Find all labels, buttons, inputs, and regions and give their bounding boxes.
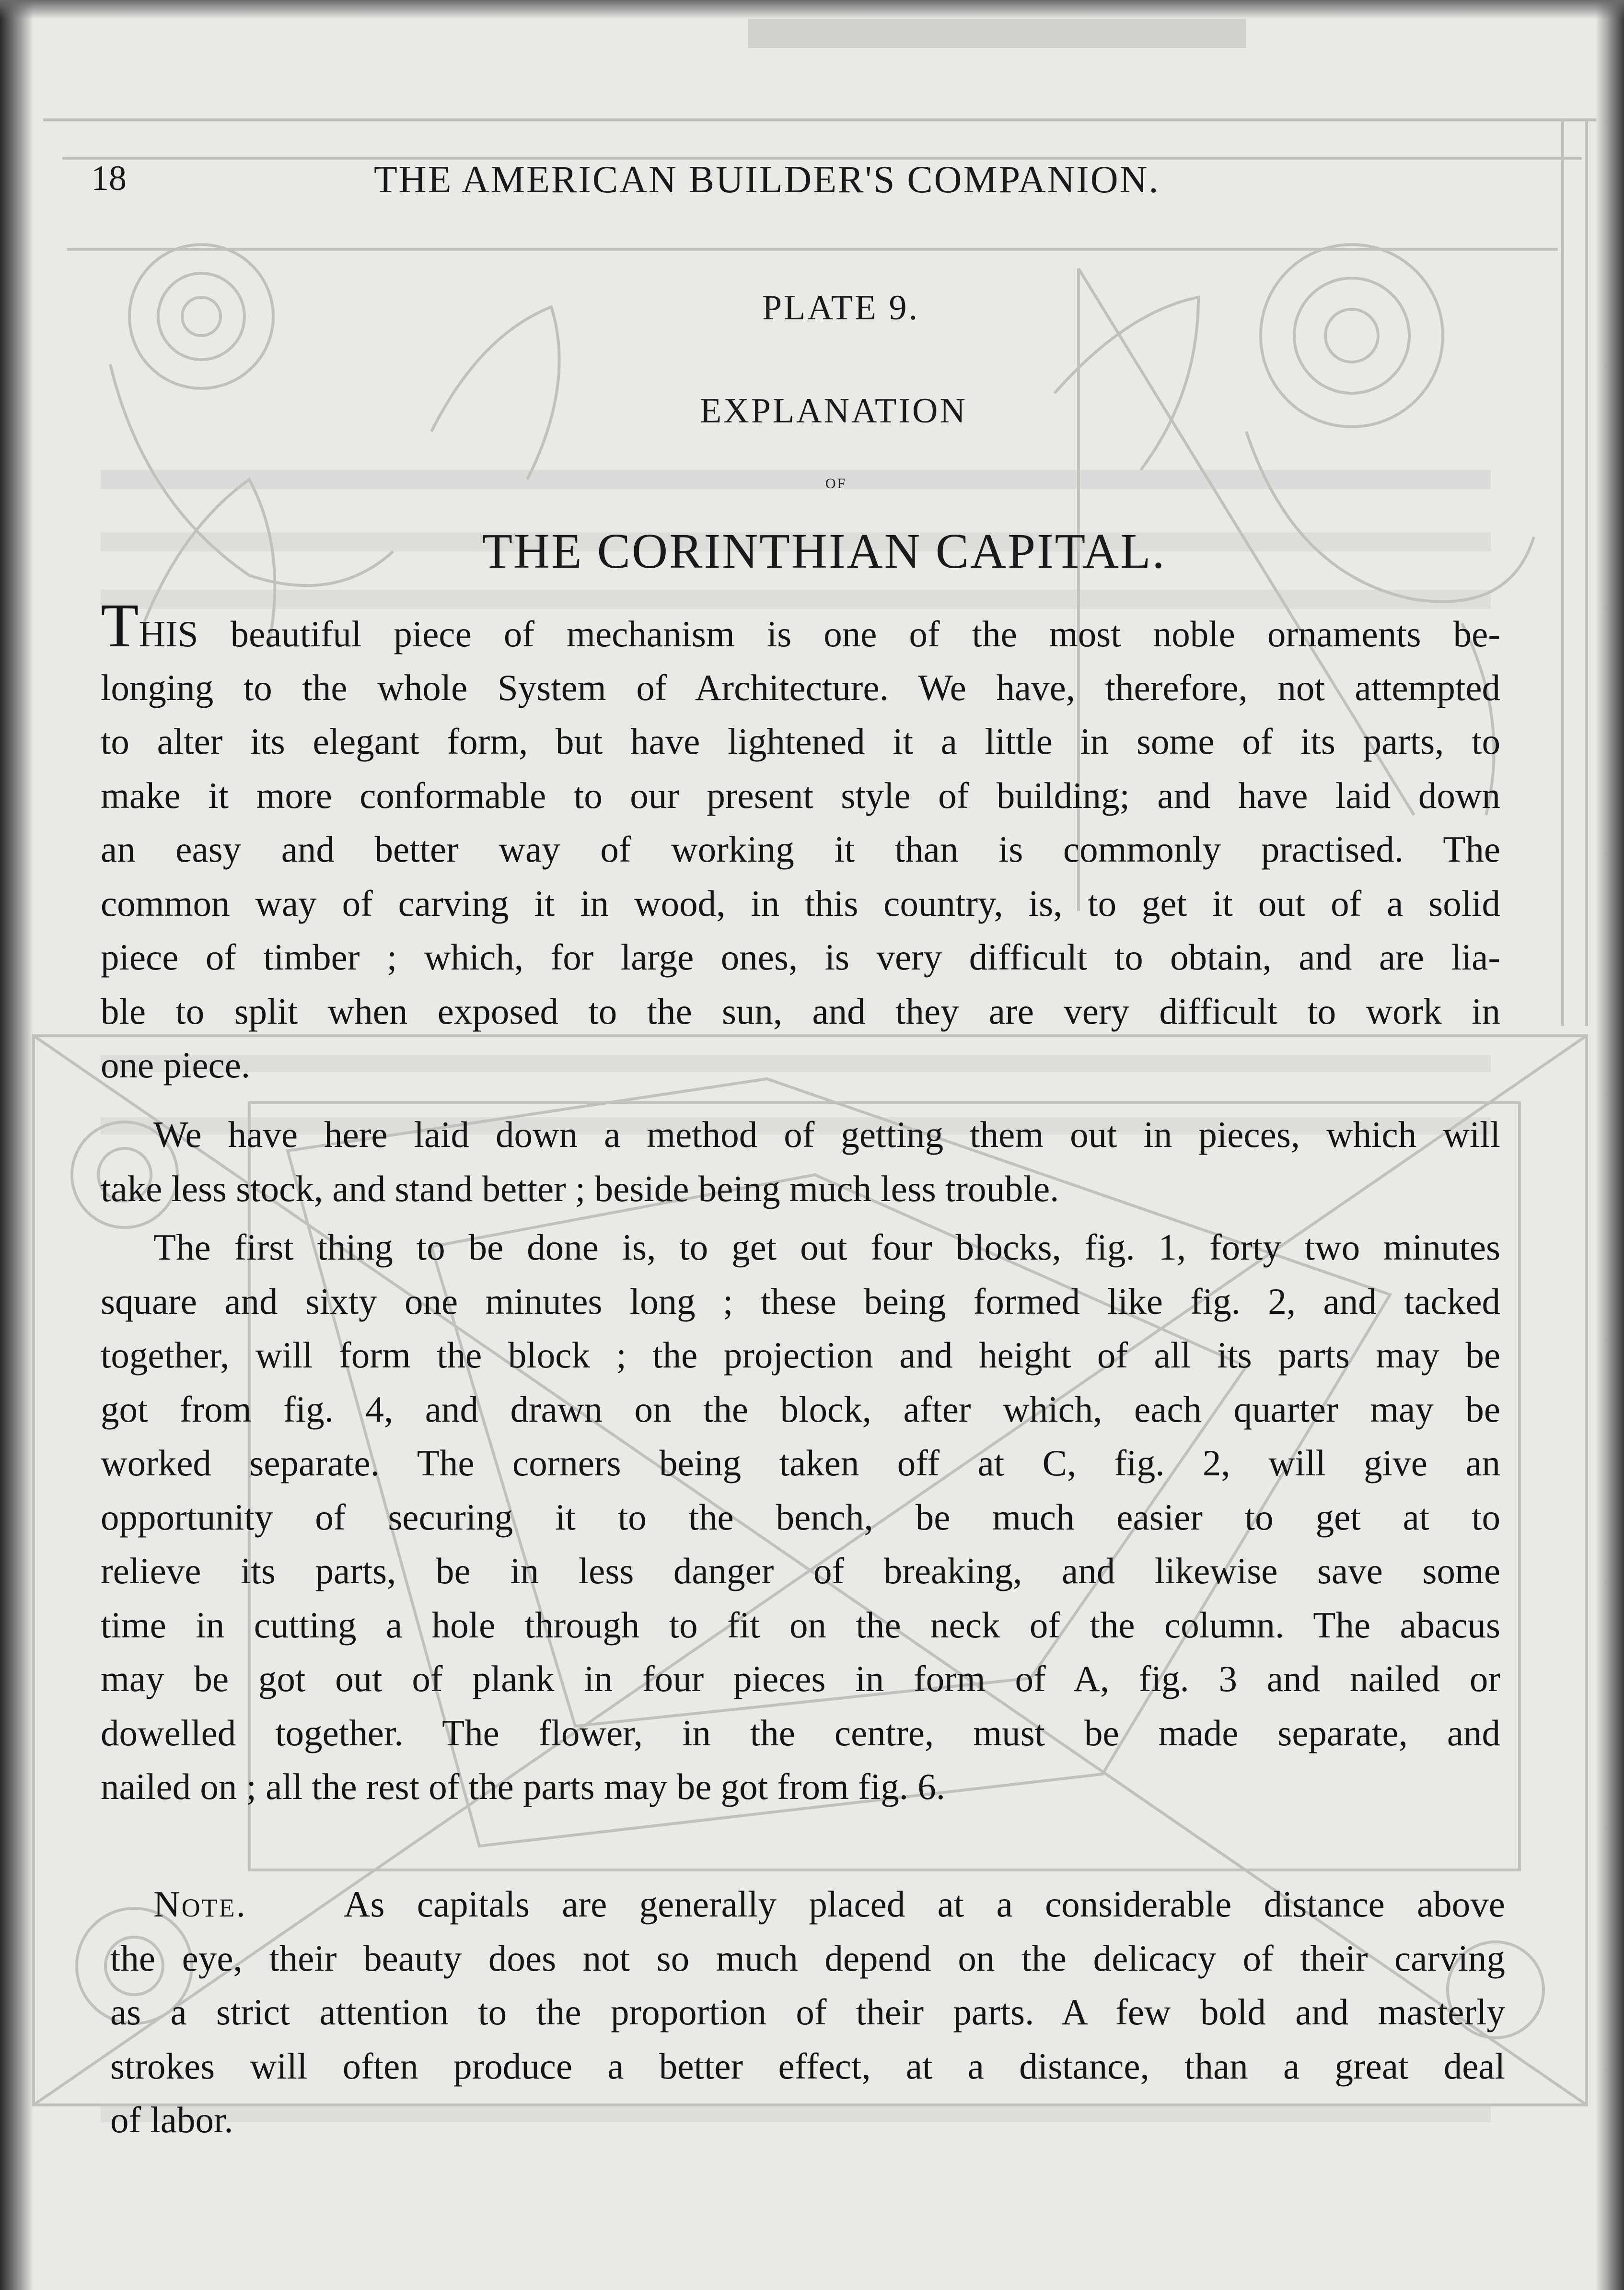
paragraph-line: time in cutting a hole through to fit on the neck of the column. The abacus [101, 1604, 1500, 1646]
running-title: THE AMERICAN BUILDER'S COMPANION. [374, 159, 1160, 201]
note-paragraph [110, 1877, 1505, 2147]
line-text: HIS beautiful piece of mechanism is one of the most noble ornaments be- [139, 613, 1500, 654]
chapter-title: THE CORINTHIAN CAPITAL. [482, 524, 1166, 579]
paragraph-line [110, 1877, 1505, 1931]
paragraph-line: to alter its elegant form, but have lightened it a little in some of its parts, to [101, 721, 1500, 762]
paragraph-line: The first thing to be done is, to get out four blocks, fig. 1, forty two minutes [153, 1227, 1500, 1268]
paragraph-intro [101, 591, 1500, 1092]
line-text: As capitals are generally placed at a considerable distance above [343, 1883, 1505, 1925]
scan-edge-left [0, 0, 34, 2290]
paragraph-line [101, 591, 1500, 661]
running-head [0, 158, 1624, 216]
paragraph-line: got from fig. 4, and drawn on the block, after which, each quarter may be [101, 1388, 1500, 1430]
page-number: 18 [91, 159, 127, 198]
paragraph-line: an easy and better way of working it than is commonly practised. The [101, 829, 1500, 870]
paragraph-line: may be got out of plank in four pieces in form of A, fig. 3 and nailed or [101, 1658, 1500, 1699]
paragraph-instructions [101, 1220, 1500, 1814]
paragraph-line: one piece. [101, 1044, 251, 1086]
paragraph-line: make it more conformable to our present style of building; and have laid down [101, 774, 1500, 816]
paragraph-line: opportunity of securing it to the bench, be much easier to get at to [101, 1496, 1500, 1538]
note-label: Note. [153, 1883, 247, 1925]
paragraph-line: relieve its parts, be in less danger of breaking, and likewise save some [101, 1550, 1500, 1591]
explanation-heading: EXPLANATION [700, 391, 967, 431]
paragraph-line: take less stock, and stand better ; beside being much less trouble. [101, 1168, 1059, 1209]
paragraph-line: common way of carving it in wood, in this country, is, to get it out of a solid [101, 882, 1500, 924]
scan-edge-top [0, 0, 1624, 19]
drop-cap: T [101, 591, 139, 660]
paragraph-line: piece of timber ; which, for large ones, is very difficult to obtain, and are lia- [101, 936, 1500, 978]
paragraph-line: together, will form the block ; the projection and height of all its parts may be [101, 1334, 1500, 1376]
paragraph-line: nailed on ; all the rest of the parts may be got from fig. 6. [101, 1766, 945, 1807]
paragraph-line: the eye, their beauty does not so much depend on the delicacy of their carving [110, 1937, 1505, 1979]
paragraph-line: as a strict attention to the proportion of their parts. A few bold and masterly [110, 1991, 1505, 2033]
paragraph-line: strokes will often produce a better effect, at a distance, than a great deal [110, 2045, 1505, 2087]
paragraph-line: We have here laid down a method of getting them out in pieces, which will [153, 1114, 1500, 1155]
paragraph-line: worked separate. The corners being taken off at C, fig. 2, will give an [101, 1442, 1500, 1484]
paragraph-line: longing to the whole System of Architecture. We have, therefore, not attempted [101, 666, 1500, 708]
paragraph-line: ble to split when exposed to the sun, and they are very difficult to work in [101, 990, 1500, 1032]
scan-edge-right [1595, 0, 1624, 2290]
paragraph-line: dowelled together. The flower, in the centre, must be made separate, and [101, 1712, 1500, 1753]
of-word: OF [825, 476, 847, 491]
paragraph-method [101, 1108, 1500, 1215]
plate-heading: PLATE 9. [762, 288, 919, 327]
paragraph-line: square and sixty one minutes long ; these being formed like fig. 2, and tacked [101, 1280, 1500, 1322]
paragraph-line: of labor. [110, 2099, 233, 2140]
